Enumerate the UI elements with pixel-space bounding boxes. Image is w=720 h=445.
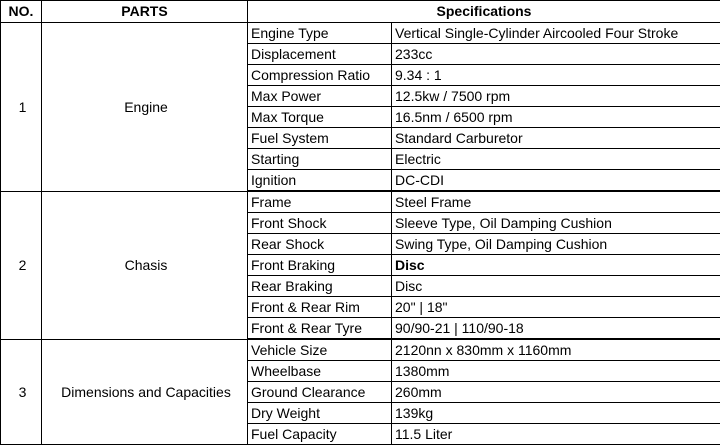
spec-value: Swing Type, Oil Damping Cushion xyxy=(392,234,720,255)
spec-label: Wheelbase xyxy=(248,361,392,382)
header-specifications: Specifications xyxy=(248,1,720,23)
spec-value: 9.34 : 1 xyxy=(392,65,720,86)
spec-value: Vertical Single-Cylinder Aircooled Four Stroke xyxy=(392,23,720,44)
spec-value: 11.5 Liter xyxy=(392,424,720,445)
spec-value: Steel Frame xyxy=(392,191,720,213)
spec-value: 1380mm xyxy=(392,361,720,382)
spec-value: Disc xyxy=(392,255,720,276)
spec-value: 12.5kw / 7500 rpm xyxy=(392,86,720,107)
table-row xyxy=(1,339,720,361)
spec-value: Standard Carburetor xyxy=(392,128,720,149)
spec-label: Rear Braking xyxy=(248,276,392,297)
spec-value: 20" | 18" xyxy=(392,297,720,318)
spec-value: 90/90-21 | 110/90-18 xyxy=(392,318,720,340)
spec-value: DC-CDI xyxy=(392,170,720,192)
spec-label: Fuel Capacity xyxy=(248,424,392,445)
spec-label: Front & Rear Tyre xyxy=(248,318,392,340)
table-row xyxy=(1,191,720,213)
table-row xyxy=(1,23,720,44)
spec-value: Electric xyxy=(392,149,720,170)
spec-value: 16.5nm / 6500 rpm xyxy=(392,107,720,128)
spec-value: 260mm xyxy=(392,382,720,403)
spec-value: 139kg xyxy=(392,403,720,424)
spec-label: Frame xyxy=(248,191,392,213)
spec-value: 233cc xyxy=(392,44,720,65)
spec-value: 2120nn x 830mm x 1160mm xyxy=(392,339,720,361)
spec-label: Ground Clearance xyxy=(248,382,392,403)
spec-label: Fuel System xyxy=(248,128,392,149)
spec-label: Engine Type xyxy=(248,23,392,44)
spec-label: Max Torque xyxy=(248,107,392,128)
spec-label: Dry Weight xyxy=(248,403,392,424)
spec-label: Front & Rear Rim xyxy=(248,297,392,318)
header-parts: PARTS xyxy=(42,1,248,23)
spec-label: Displacement xyxy=(248,44,392,65)
spec-value: Sleeve Type, Oil Damping Cushion xyxy=(392,213,720,234)
header-no: NO. xyxy=(1,1,42,23)
spec-value: Disc xyxy=(392,276,720,297)
spec-label: Front Braking xyxy=(248,255,392,276)
spec-label: Ignition xyxy=(248,170,392,192)
group-number: 1 xyxy=(1,23,42,192)
spec-label: Rear Shock xyxy=(248,234,392,255)
group-number: 3 xyxy=(1,339,42,445)
group-number: 2 xyxy=(1,191,42,339)
header-row xyxy=(1,1,720,23)
group-part-name: Chasis xyxy=(42,191,248,339)
spec-label: Compression Ratio xyxy=(248,65,392,86)
spec-label: Max Power xyxy=(248,86,392,107)
spec-label: Starting xyxy=(248,149,392,170)
spec-label: Vehicle Size xyxy=(248,339,392,361)
group-part-name: Dimensions and Capacities xyxy=(42,339,248,445)
spec-label: Front Shock xyxy=(248,213,392,234)
group-part-name: Engine xyxy=(42,23,248,192)
